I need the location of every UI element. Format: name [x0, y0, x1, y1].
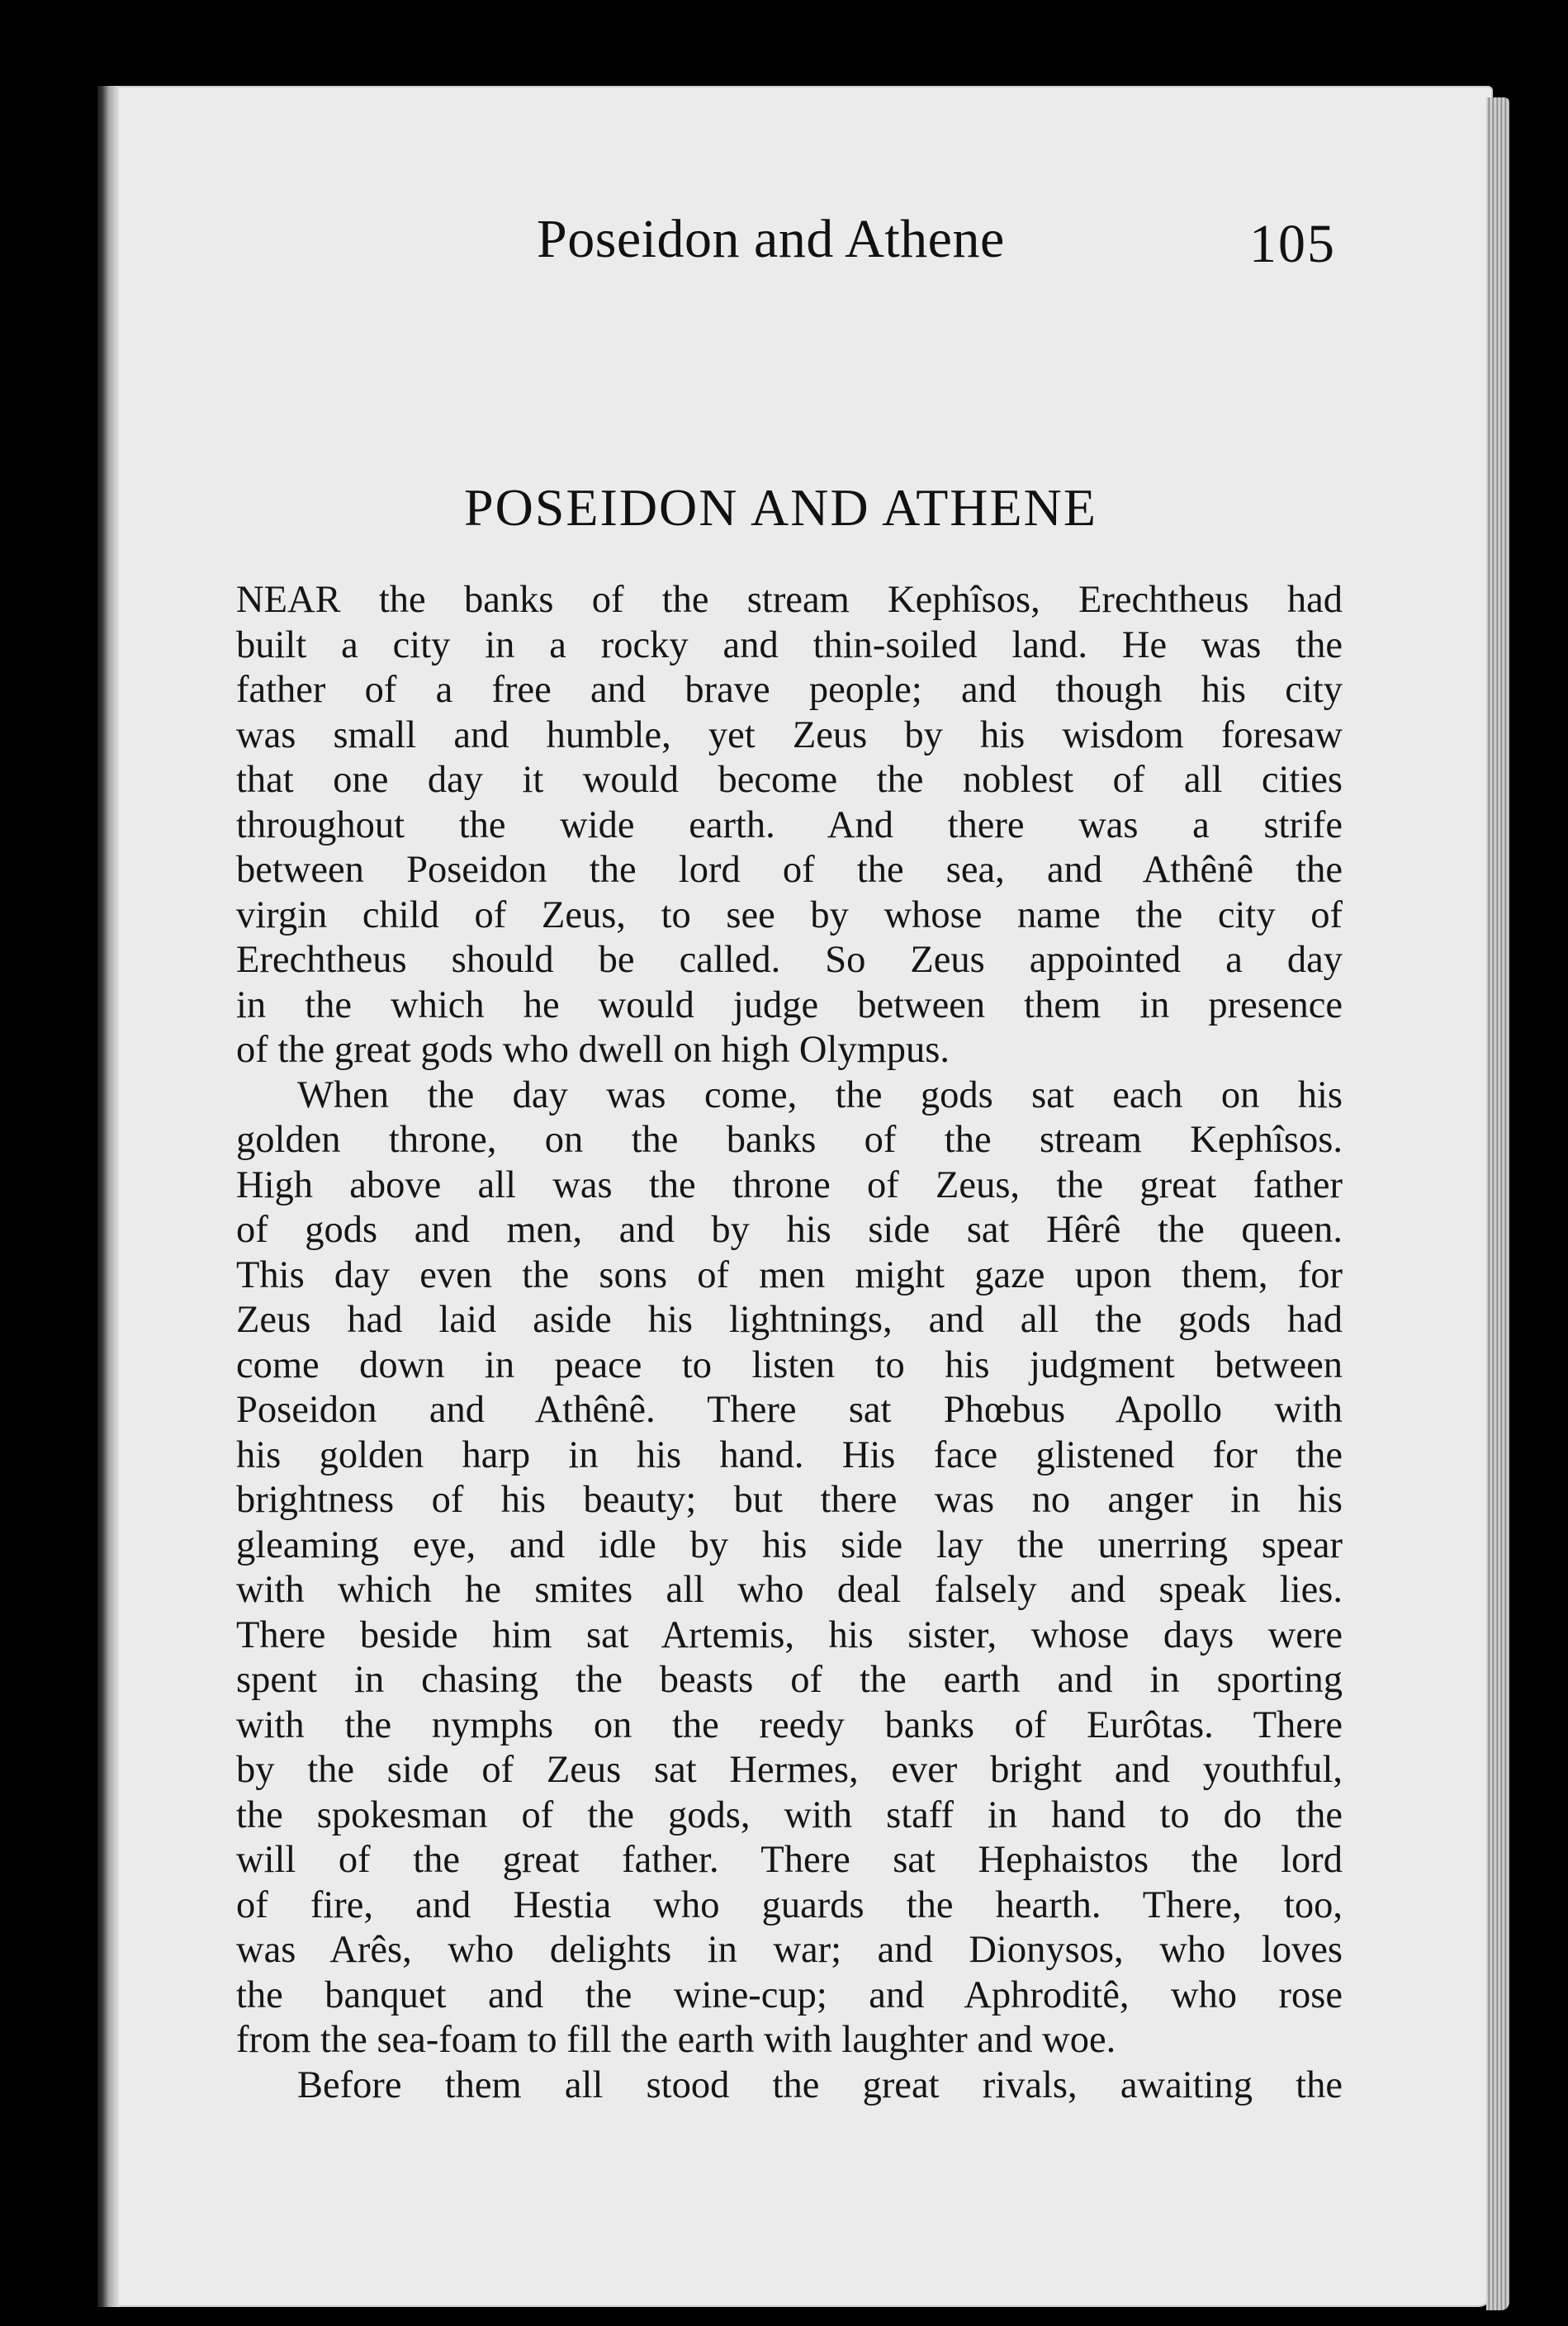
- paragraph-2: [236, 1073, 1343, 2063]
- text-line: gleaming eye, and idle by his side lay the unerring spear: [236, 1523, 1343, 1566]
- chapter-title: POSEIDON AND ATHENE: [464, 478, 1097, 537]
- text-line: will of the great father. There sat Hephaistos the lord: [236, 1839, 1343, 1881]
- text-line: of fire, and Hestia who guards the hearth. There, too,: [236, 1883, 1343, 1926]
- text-line: the banquet and the wine-cup; and Aphroditê, who rose: [236, 1973, 1343, 2016]
- text-line: by the side of Zeus sat Hermes, ever bright and youthful,: [236, 1749, 1343, 1791]
- text-line: his golden harp in his hand. His face glistened for the: [236, 1433, 1343, 1476]
- text-line: throughout the wide earth. And there was a strife: [236, 803, 1343, 846]
- text-line: the spokesman of the gods, with staff in hand to do the: [236, 1793, 1343, 1836]
- text-line: built a city in a rocky and thin-soiled land. He was the: [236, 623, 1343, 666]
- text-line: High above all was the throne of Zeus, the great father: [236, 1163, 1343, 1206]
- text-line: from the sea-foam to fill the earth with laughter and woe.: [236, 2019, 1116, 2061]
- text-line: When the day was come, the gods sat each on his: [297, 1073, 1343, 1116]
- text-line: golden throne, on the banks of the stream Kephîsos.: [236, 1119, 1343, 1161]
- text-line: Poseidon and Athênê. There sat Phœbus Apollo with: [236, 1389, 1343, 1431]
- page-fore-edge: [1486, 97, 1509, 2310]
- body-text: [236, 578, 1343, 2108]
- text-line: with the nymphs on the reedy banks of Eurôtas. There: [236, 1703, 1343, 1746]
- text-line: Erechtheus should be called. So Zeus appointed a day: [236, 939, 1343, 981]
- text-line: spent in chasing the beasts of the earth and in sporting: [236, 1659, 1343, 1701]
- paragraph-1: [236, 578, 1343, 1073]
- text-line: of gods and men, and by his side sat Hêrê the queen.: [236, 1209, 1343, 1251]
- text-line: with which he smites all who deal falsely and speak lies.: [236, 1569, 1343, 1611]
- text-line: that one day it would become the noblest of all cities: [236, 759, 1343, 801]
- text-line: was Arês, who delights in war; and Dionysos, who loves: [236, 1929, 1343, 1971]
- text-line: in the which he would judge between them in presence: [236, 983, 1343, 1026]
- text-line: Before them all stood the great rivals, awaiting the: [297, 2063, 1343, 2106]
- text-line: virgin child of Zeus, to see by whose name the city of: [236, 893, 1343, 936]
- text-line: come down in peace to listen to his judgment between: [236, 1343, 1343, 1386]
- text-line: of the great gods who dwell on high Olympus.: [236, 1029, 950, 1071]
- text-line: Zeus had laid aside his lightnings, and all the gods had: [236, 1299, 1343, 1341]
- text-line: NEAR the banks of the stream Kephîsos, Erechtheus had: [236, 579, 1343, 621]
- text-line: This day even the sons of men might gaze upon them, for: [236, 1253, 1343, 1296]
- paragraph-3: [236, 2063, 1343, 2109]
- page-number: 105: [1249, 214, 1336, 274]
- text-line: between Poseidon the lord of the sea, and Athênê the: [236, 849, 1343, 891]
- text-line: was small and humble, yet Zeus by his wisdom foresaw: [236, 713, 1343, 756]
- text-line: father of a free and brave people; and though his city: [236, 669, 1343, 711]
- page-binding-edge: [97, 86, 119, 2307]
- running-title: Poseidon and Athene: [537, 209, 1005, 269]
- text-line: brightness of his beauty; but there was no anger in his: [236, 1479, 1343, 1521]
- text-line: There beside him sat Artemis, his sister, whose days were: [236, 1613, 1343, 1656]
